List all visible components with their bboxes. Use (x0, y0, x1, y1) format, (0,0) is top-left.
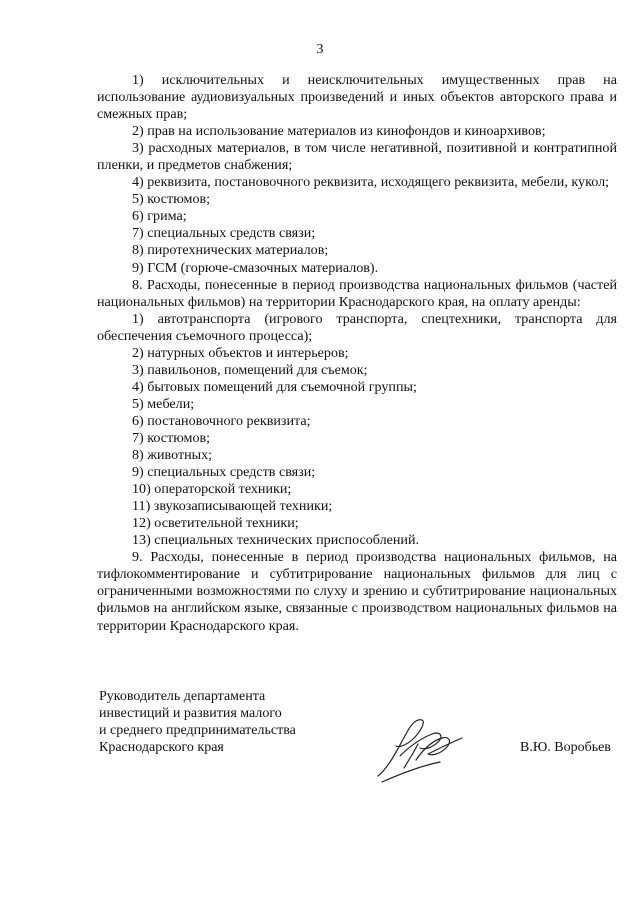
page-number: 3 (316, 42, 324, 57)
rent-item-pavilions: 3) павильонов, помещений для съемок; (132, 361, 368, 378)
signatory-name: В.Ю. Воробьев (520, 740, 611, 755)
rent-item-lighting-equipment: 12) осветительной техники; (132, 515, 299, 532)
rent-item-camera-equipment: 10) операторской техники; (132, 481, 292, 498)
rent-item-costumes: 7) костюмов; (132, 429, 211, 446)
rent-item-animals: 8) животных; (132, 447, 213, 464)
rent-item-furniture: 5) мебели; (132, 395, 195, 412)
list-item-film-archives: 2) прав на использование материалов из кинофондов и киноархивов; (132, 123, 546, 140)
section-9-subtitling-expenses: 9. Расходы, понесенные в период производства национальных фильмов, на тифлокомментирование и субтитрирование национальных фильмов для лиц с ограниченными возможностями по слуху и зрению и субтитрирование национальных фильмов на английском языке, связанные с производством национальных фильмов на территории Краснодарского края. (97, 549, 617, 634)
list-item-costumes: 5) костюмов; (132, 191, 211, 208)
list-item-communications: 7) специальных средств связи; (132, 225, 316, 242)
rent-item-props: 6) постановочного реквизита; (132, 412, 311, 429)
document-body (97, 72, 617, 635)
list-item-consumables: 3) расходных материалов, в том числе негативной, позитивной и контратипной пленки, и предметов снабжения; (97, 140, 617, 174)
list-item-props: 4) реквизита, постановочного реквизита, исходящего реквизита, мебели, кукол; (132, 174, 610, 191)
list-item-makeup: 6) грима; (132, 208, 187, 225)
handwritten-signature (370, 708, 470, 788)
signatory-title-line: Краснодарского края (99, 740, 224, 755)
signatory-title-line: и среднего предпринимательства (99, 723, 296, 738)
rent-item-crew-rooms: 4) бытовых помещений для съемочной группы; (132, 378, 417, 395)
signatory-title (99, 688, 296, 756)
rent-item-locations: 2) натурных объектов и интерьеров; (132, 344, 349, 361)
signatory-title-line: Руководитель департамента (99, 689, 266, 704)
rent-item-special-devices: 13) специальных технических приспособлений. (132, 532, 420, 549)
list-item-exclusive-rights: 1) исключительных и неисключительных имущественных прав на использование аудиовизуальных произведений и иных объектов авторского права и смежных прав; (97, 72, 617, 123)
list-item-fuel: 9) ГСМ (горюче-смазочных материалов). (132, 259, 379, 276)
list-item-pyrotechnics: 8) пиротехнических материалов; (132, 242, 329, 259)
rent-item-sound-equipment: 11) звукозаписывающей техники; (132, 498, 333, 515)
rent-item-vehicles: 1) автотранспорта (игрового транспорта, спецтехники, транспорта для обеспечения съемочного процесса); (97, 310, 617, 344)
rent-item-communications: 9) специальных средств связи; (132, 464, 316, 481)
section-8-rent-expenses: 8. Расходы, понесенные в период производства национальных фильмов (частей национальных фильмов) на территории Краснодарского края, на оплату аренды: (97, 276, 617, 310)
signatory-title-line: инвестиций и развития малого (99, 706, 282, 721)
